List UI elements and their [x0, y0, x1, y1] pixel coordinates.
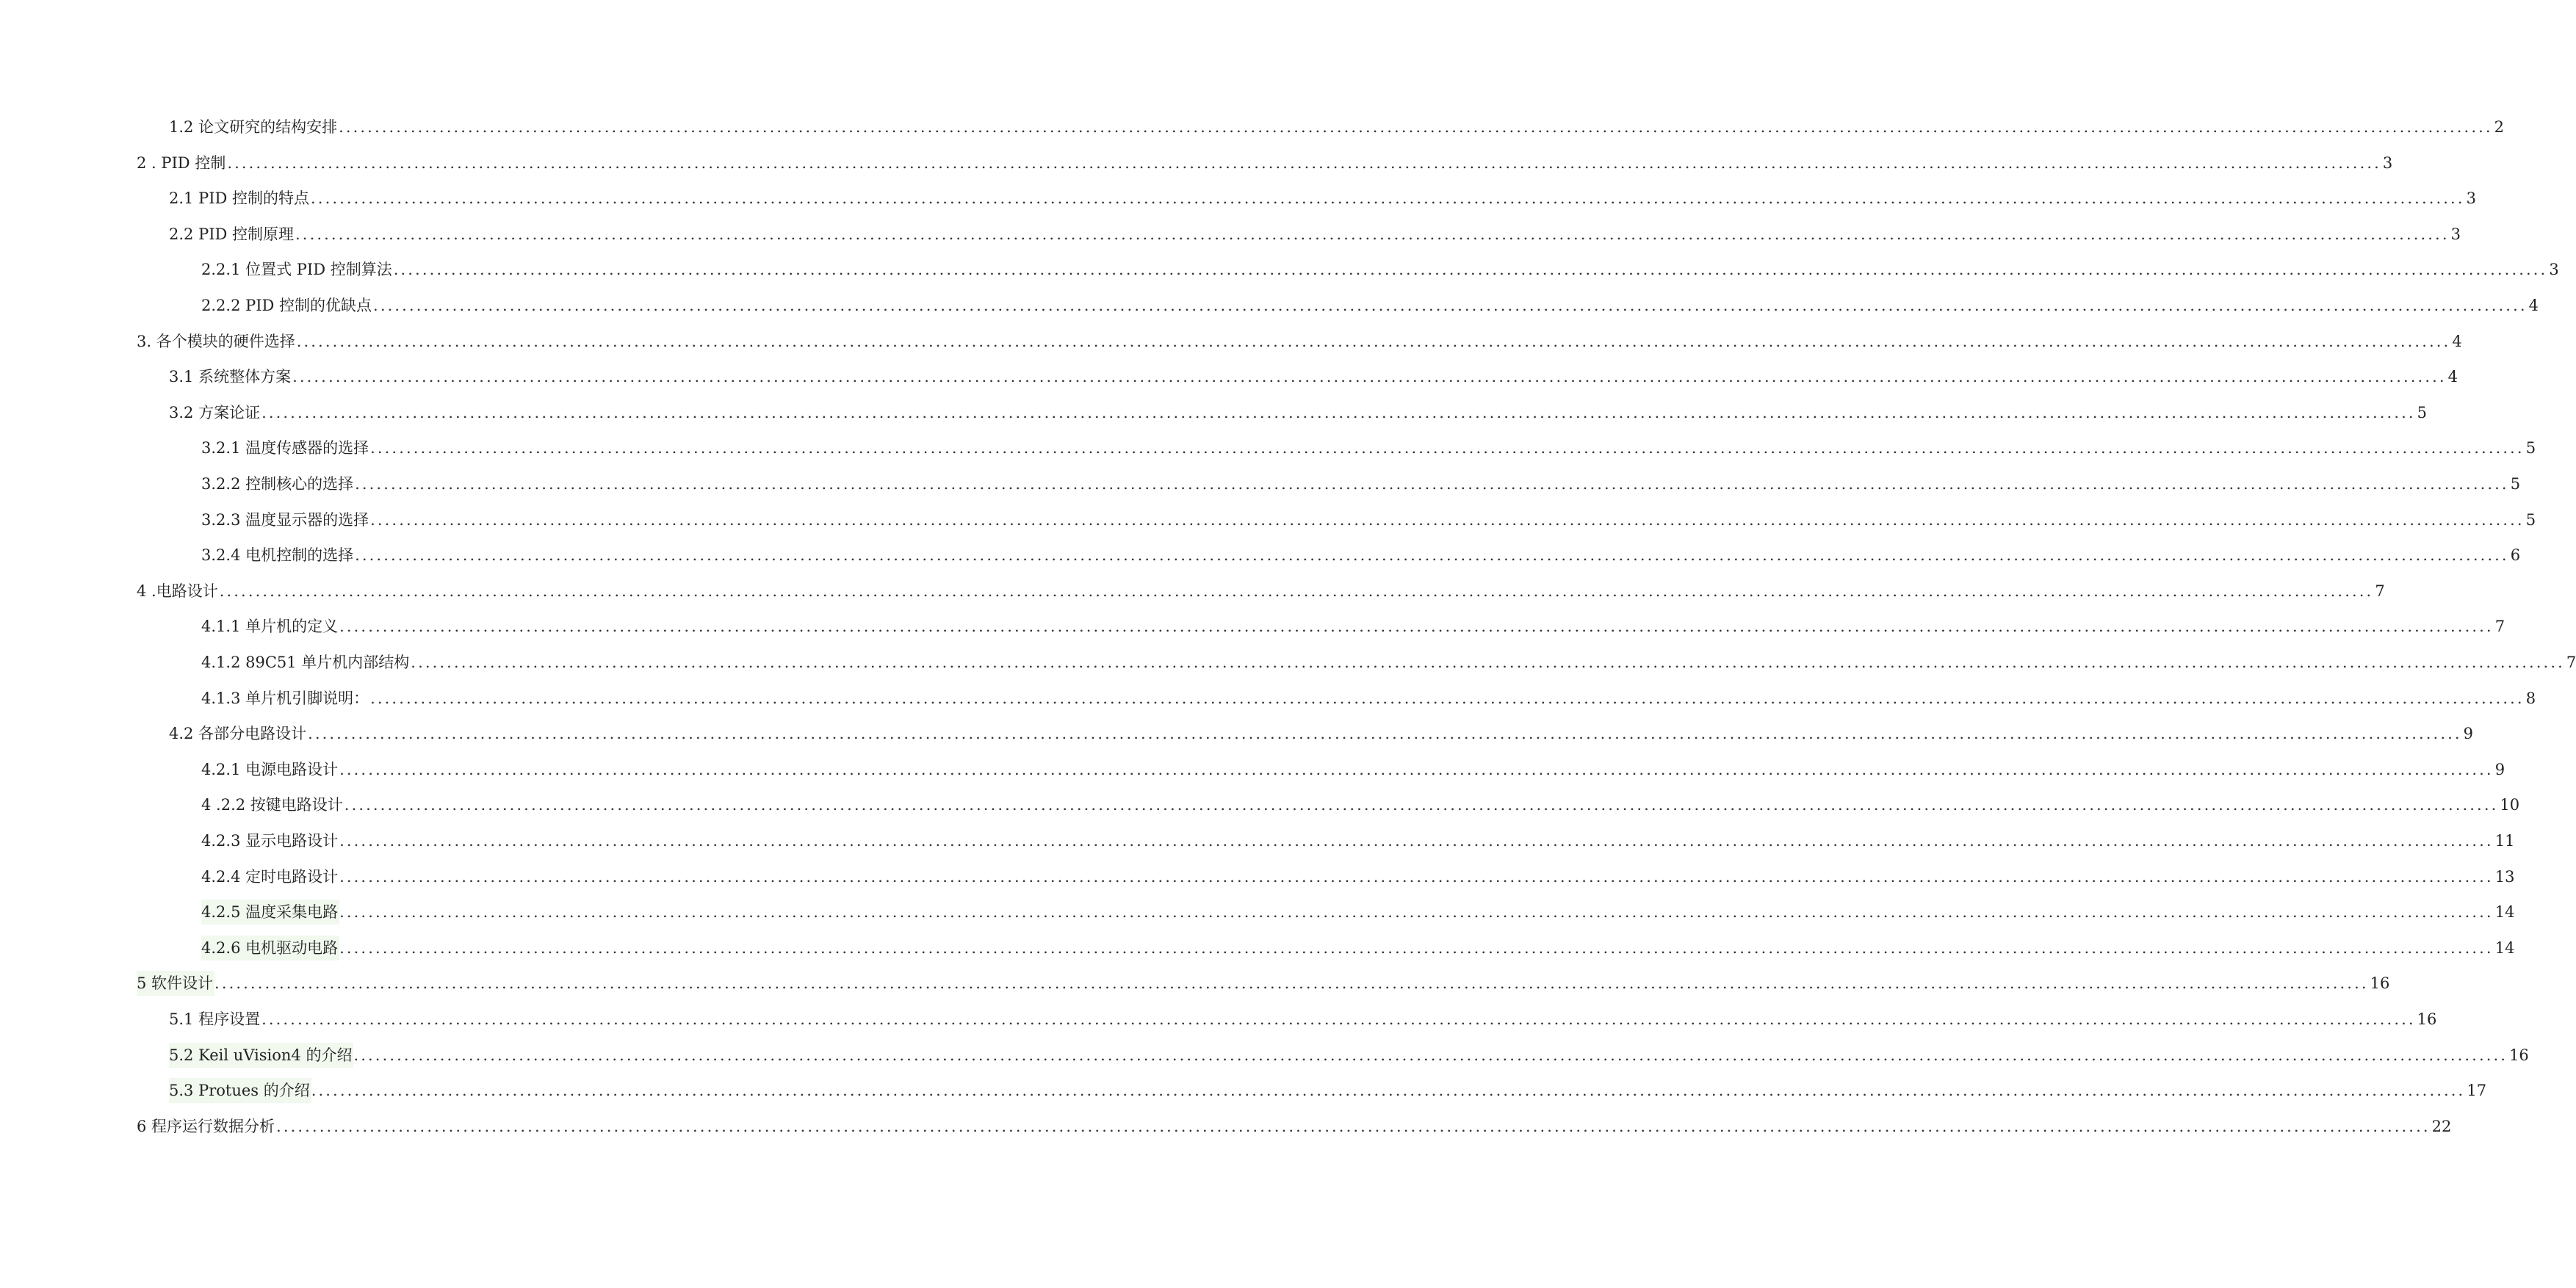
toc-entry[interactable] — [201, 543, 2521, 568]
toc-page-number: 14 — [2494, 938, 2515, 957]
toc-dot-leader: ............................................................................................................................................................................................................................................................................................................ — [292, 368, 2447, 386]
toc-entry-title: 5.1 程序设置 — [169, 1010, 261, 1028]
toc-entry[interactable] — [201, 936, 2515, 960]
toc-entry-title: 4.2.5 温度采集电路 — [201, 900, 339, 925]
toc-dot-leader: ............................................................................................................................................................................................................................................................................................................ — [411, 654, 2565, 671]
toc-entry[interactable] — [201, 435, 2536, 460]
toc-entry-title: 3.1 系统整体方案 — [169, 368, 292, 386]
toc-entry-title: 2 . PID 控制 — [137, 153, 226, 172]
toc-dot-leader: ............................................................................................................................................................................................................................................................................................................ — [227, 153, 2381, 172]
toc-entry-title: 4.2.1 电源电路设计 — [201, 760, 339, 778]
toc-entry-title: 4.1.2 89C51 单片机内部结构 — [201, 654, 410, 671]
toc-dot-leader: ............................................................................................................................................................................................................................................................................................................ — [339, 118, 2493, 136]
toc-entry-title: 3. 各个模块的硬件选择 — [137, 332, 295, 350]
toc-entry-title: 3.2 方案论证 — [169, 403, 261, 422]
toc-entry[interactable] — [137, 329, 2462, 354]
toc-entry[interactable] — [169, 222, 2461, 247]
toc-dot-leader: ............................................................................................................................................................................................................................................................................................................ — [344, 796, 2499, 814]
toc-page-number: 22 — [2431, 1117, 2452, 1135]
toc-dot-leader: ............................................................................................................................................................................................................................................................................................................ — [296, 332, 2451, 350]
toc-page-number: 7 — [2375, 582, 2385, 600]
toc-page-number: 3 — [2450, 225, 2461, 243]
toc-entry-title: 3.2.4 电机控制的选择 — [201, 546, 354, 565]
toc-dot-leader: ............................................................................................................................................................................................................................................................................................................ — [308, 725, 2462, 743]
toc-page-number: 5 — [2417, 403, 2428, 422]
toc-page-number: 4 — [2528, 297, 2539, 314]
toc-entry[interactable] — [201, 864, 2515, 889]
toc-page-number: 8 — [2525, 689, 2536, 707]
toc-entry[interactable] — [201, 757, 2505, 782]
toc-entry[interactable] — [201, 471, 2521, 496]
toc-entry[interactable] — [137, 971, 2390, 996]
toc-entry[interactable] — [169, 1043, 2529, 1068]
toc-entry-title: 4.2.3 显示电路设计 — [201, 832, 339, 850]
toc-page-number: 7 — [2566, 654, 2576, 671]
toc-entry-title: 4.1.1 单片机的定义 — [201, 618, 339, 636]
toc-dot-leader: ............................................................................................................................................................................................................................................................................................................ — [339, 760, 2494, 778]
toc-page-number: 3 — [2466, 189, 2476, 208]
toc-entry[interactable] — [201, 614, 2505, 639]
toc-entry-title: 6 程序运行数据分析 — [137, 1117, 275, 1135]
toc-page-number: 16 — [2417, 1010, 2437, 1028]
toc-page-number: 4 — [2447, 368, 2458, 386]
toc-entry-title: 5.2 Keil uVision4 的介绍 — [169, 1043, 353, 1068]
toc-entry-title: 2.2.1 位置式 PID 控制算法 — [201, 261, 392, 279]
toc-page-number: 10 — [2500, 796, 2520, 814]
toc-page-number: 7 — [2494, 618, 2505, 636]
toc-dot-leader: ............................................................................................................................................................................................................................................................................................................ — [214, 974, 2369, 993]
toc-dot-leader: ............................................................................................................................................................................................................................................................................................................ — [370, 510, 2525, 529]
toc-page-number: 14 — [2494, 903, 2515, 922]
toc-dot-leader: ............................................................................................................................................................................................................................................................................................................ — [370, 689, 2525, 707]
toc-entry-title: 2.2 PID 控制原理 — [169, 225, 295, 243]
toc-entry[interactable] — [169, 115, 2505, 140]
toc-entry-title: 1.2 论文研究的结构安排 — [169, 118, 338, 136]
toc-entry[interactable] — [201, 792, 2520, 817]
toc-entry-title: 4.2 各部分电路设计 — [169, 725, 307, 743]
toc-entry[interactable] — [201, 507, 2536, 532]
toc-dot-leader: ............................................................................................................................................................................................................................................................................................................ — [339, 903, 2494, 922]
toc-page-number: 9 — [2463, 725, 2474, 743]
toc-dot-leader: ............................................................................................................................................................................................................................................................................................................ — [393, 261, 2548, 279]
toc-entry-title: 4 .电路设计 — [137, 582, 218, 600]
toc-page-number: 13 — [2494, 867, 2515, 886]
toc-entry[interactable] — [137, 151, 2393, 176]
toc-entry-title: 2.2.2 PID 控制的优缺点 — [201, 297, 372, 314]
toc-entry[interactable] — [137, 1114, 2452, 1139]
toc-entry-title: 5 软件设计 — [137, 971, 214, 996]
toc-page-number: 17 — [2467, 1082, 2487, 1100]
toc-page-number: 16 — [2509, 1046, 2529, 1064]
toc-dot-leader: ............................................................................................................................................................................................................................................................................................................ — [276, 1117, 2431, 1135]
toc-dot-leader: ............................................................................................................................................................................................................................................................................................................ — [355, 546, 2509, 565]
toc-dot-leader: ............................................................................................................................................................................................................................................................................................................ — [339, 832, 2494, 850]
toc-dot-leader: ............................................................................................................................................................................................................................................................................................................ — [261, 403, 2416, 422]
toc-entry-title: 4.1.3 单片机引脚说明： — [201, 689, 369, 707]
toc-dot-leader: ............................................................................................................................................................................................................................................................................................................ — [373, 297, 2528, 314]
toc-entry[interactable] — [201, 686, 2536, 711]
toc-dot-leader: ............................................................................................................................................................................................................................................................................................................ — [339, 867, 2494, 886]
toc-dot-leader: ............................................................................................................................................................................................................................................................................................................ — [370, 439, 2525, 457]
toc-page-number: 6 — [2510, 546, 2521, 565]
toc-entry[interactable] — [169, 1078, 2487, 1103]
toc-entry[interactable] — [169, 400, 2428, 425]
toc-entry[interactable] — [169, 364, 2458, 389]
toc-entry-title: 2.1 PID 控制的特点 — [169, 189, 310, 208]
toc-dot-leader: ............................................................................................................................................................................................................................................................................................................ — [339, 618, 2494, 636]
toc-entry[interactable] — [201, 257, 2559, 282]
toc-entry[interactable] — [201, 650, 2576, 675]
toc-page-number: 3 — [2382, 153, 2393, 172]
toc-entry[interactable] — [169, 1007, 2437, 1032]
toc-dot-leader: ............................................................................................................................................................................................................................................................................................................ — [261, 1010, 2416, 1028]
toc-entry[interactable] — [169, 186, 2476, 211]
toc-page-number: 16 — [2370, 974, 2390, 993]
toc-page-number: 5 — [2525, 510, 2536, 529]
toc-entry[interactable] — [169, 721, 2474, 746]
toc-entry-title: 3.2.2 控制核心的选择 — [201, 475, 354, 493]
toc-entry-title: 3.2.3 温度显示器的选择 — [201, 510, 369, 529]
toc-page-number: 5 — [2525, 439, 2536, 457]
toc-page-number: 9 — [2494, 760, 2505, 778]
toc-entry[interactable] — [201, 900, 2515, 925]
toc-page-number: 5 — [2510, 475, 2521, 493]
toc-dot-leader: ............................................................................................................................................................................................................................................................................................................ — [353, 1046, 2508, 1064]
toc-entry-title: 4 .2.2 按键电路设计 — [201, 796, 343, 814]
toc-entry[interactable] — [201, 293, 2539, 318]
toc-dot-leader: ............................................................................................................................................................................................................................................................................................................ — [311, 189, 2465, 208]
toc-page-number: 11 — [2494, 832, 2515, 850]
toc-entry-title: 4.2.4 定时电路设计 — [201, 867, 339, 886]
toc-page-number: 2 — [2494, 118, 2505, 136]
toc-page-number: 3 — [2549, 261, 2559, 279]
toc-dot-leader: ............................................................................................................................................................................................................................................................................................................ — [311, 1082, 2466, 1100]
toc-entry[interactable] — [137, 579, 2385, 604]
toc-entry-title: 3.2.1 温度传感器的选择 — [201, 439, 369, 457]
toc-entry-title: 5.3 Protues 的介绍 — [169, 1078, 311, 1103]
toc-entry-title: 4.2.6 电机驱动电路 — [201, 936, 339, 960]
toc-dot-leader: ............................................................................................................................................................................................................................................................................................................ — [355, 475, 2509, 493]
toc-entry[interactable] — [201, 828, 2515, 853]
toc-page-number: 4 — [2452, 332, 2462, 350]
toc-dot-leader: ............................................................................................................................................................................................................................................................................................................ — [339, 938, 2494, 957]
toc-dot-leader: ............................................................................................................................................................................................................................................................................................................ — [219, 582, 2374, 600]
toc-dot-leader: ............................................................................................................................................................................................................................................................................................................ — [295, 225, 2450, 243]
